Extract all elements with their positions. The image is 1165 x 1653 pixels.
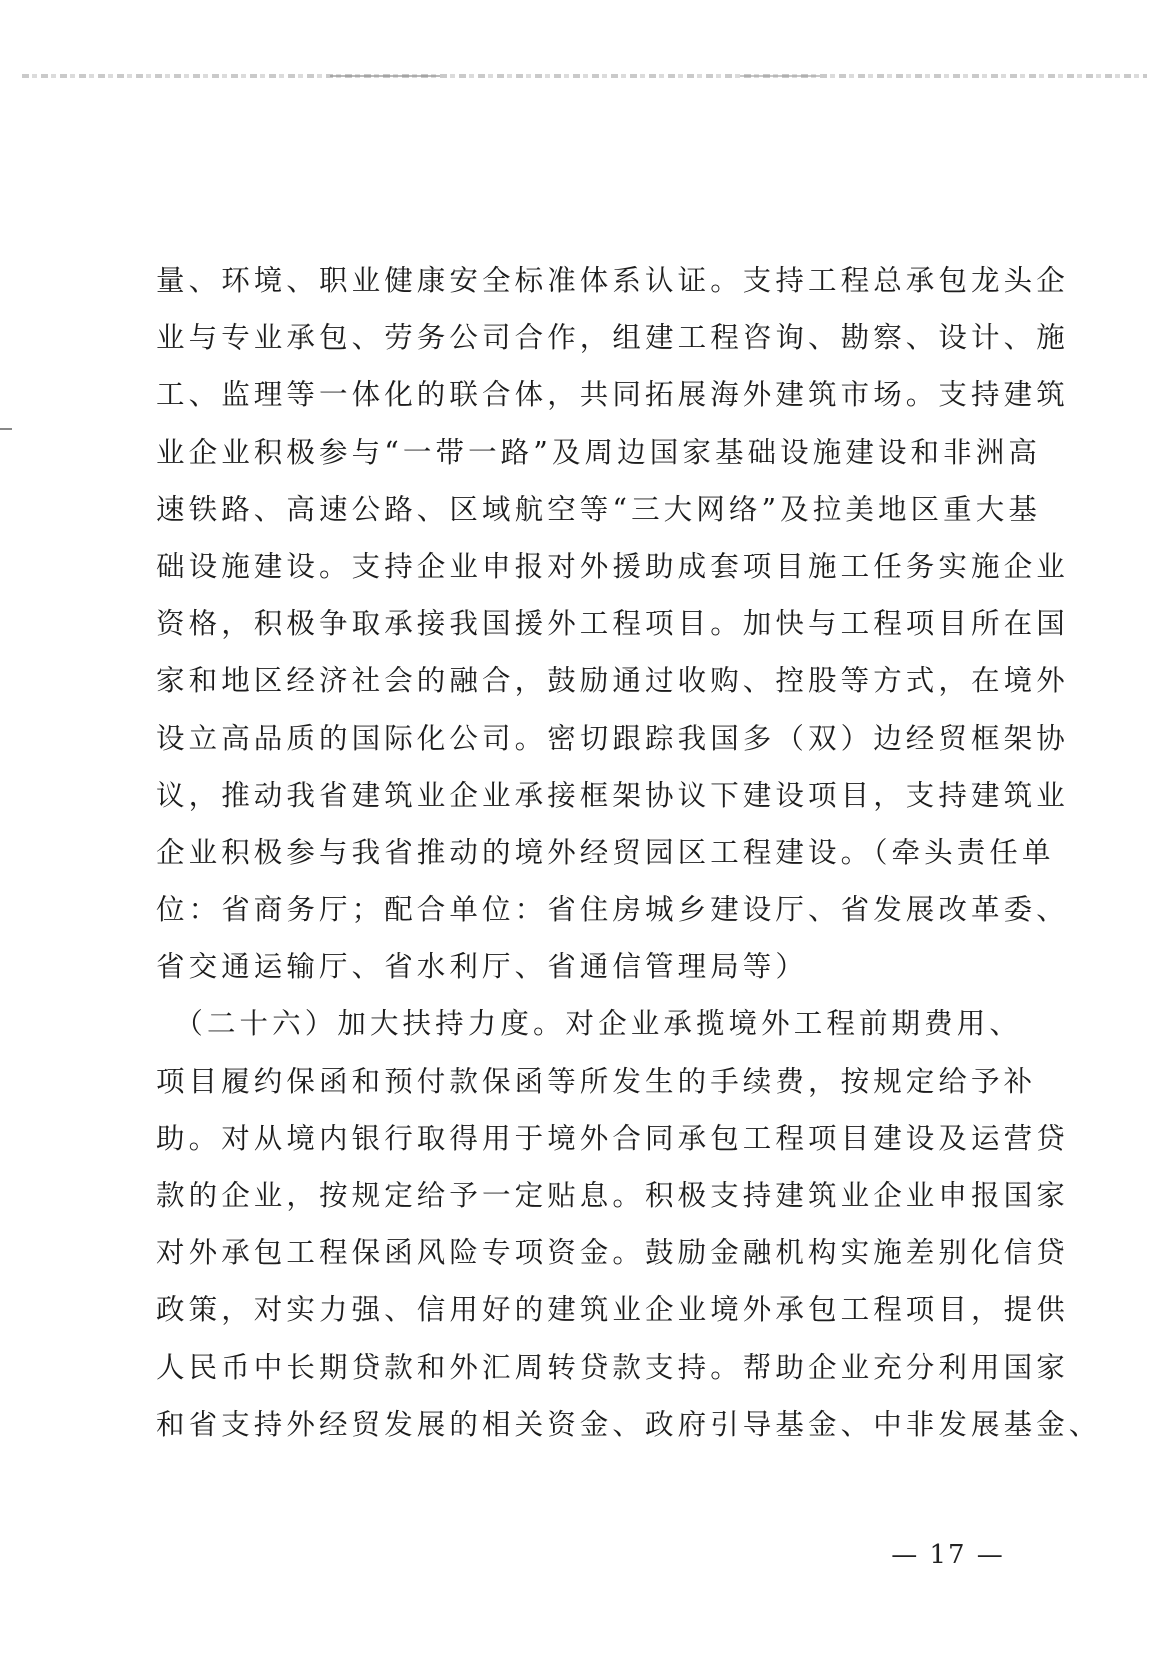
scan-header-line-dark-2 (740, 75, 820, 77)
text-line: 业与专业承包、劳务公司合作，组建工程咨询、勘察、设计、施 (156, 321, 1069, 355)
left-margin-mark (0, 428, 12, 430)
text-line: 业企业积极参与“一带一路”及周边国家基础设施建设和非洲高 (156, 435, 1041, 469)
text-line: 政策，对实力强、信用好的建筑业企业境外承包工程项目，提供 (156, 1293, 1069, 1327)
text-line: 和省支持外经贸发展的相关资金、政府引导基金、中非发展基金、 (156, 1407, 1102, 1441)
text-line: 资格，积极争取承接我国援外工程项目。加快与工程项目所在国 (156, 607, 1069, 641)
page-number: — 17 — (891, 1540, 1005, 1570)
text-line: 速铁路、高速公路、区域航空等“三大网络”及拉美地区重大基 (156, 492, 1041, 526)
text-line: 款的企业，按规定给予一定贴息。积极支持建筑业企业申报国家 (156, 1179, 1069, 1212)
document-body (156, 252, 1102, 1453)
scan-header-line (22, 74, 1147, 78)
text-line: 项目履约保函和预付款保函等所发生的手续费，按规定给予补 (156, 1064, 1037, 1098)
text-line: 工、监理等一体化的联合体，共同拓展海外建筑市场。支持建筑 (156, 378, 1069, 412)
text-line: 省交通运输厅、省水利厅、省通信管理局等） (156, 950, 809, 984)
text-line: 人民币中长期贷款和外汇周转贷款支持。帮助企业充分利用国家 (156, 1350, 1069, 1384)
text-line: 础设施建设。支持企业申报对外援助成套项目施工任务实施企业 (156, 549, 1069, 583)
text-line: 家和地区经济社会的融合，鼓励通过收购、控股等方式，在境外 (156, 664, 1069, 698)
text-line: 对外承包工程保函风险专项资金。鼓励金融机构实施差别化信贷 (156, 1236, 1069, 1270)
section-heading-line: （二十六）加大扶持力度。对企业承揽境外工程前期费用、 (156, 1007, 1022, 1041)
text-line: 助。对从境内银行取得用于境外合同承包工程项目建设及运营贷 (156, 1121, 1069, 1155)
text-line: 量、环境、职业健康安全标准体系认证。支持工程总承包龙头企 (156, 264, 1069, 297)
scan-header-line-dark (330, 75, 440, 77)
text-line: 设立高品质的国际化公司。密切跟踪我国多（双）边经贸框架协 (156, 721, 1069, 755)
text-line: 企业积极参与我省推动的境外经贸园区工程建设。（牵头责任单 (156, 835, 1055, 869)
text-line: 议，推动我省建筑业企业承接框架协议下建设项目，支持建筑业 (156, 778, 1069, 812)
text-line: 位：省商务厅；配合单位：省住房城乡建设厅、省发展改革委、 (156, 893, 1069, 927)
